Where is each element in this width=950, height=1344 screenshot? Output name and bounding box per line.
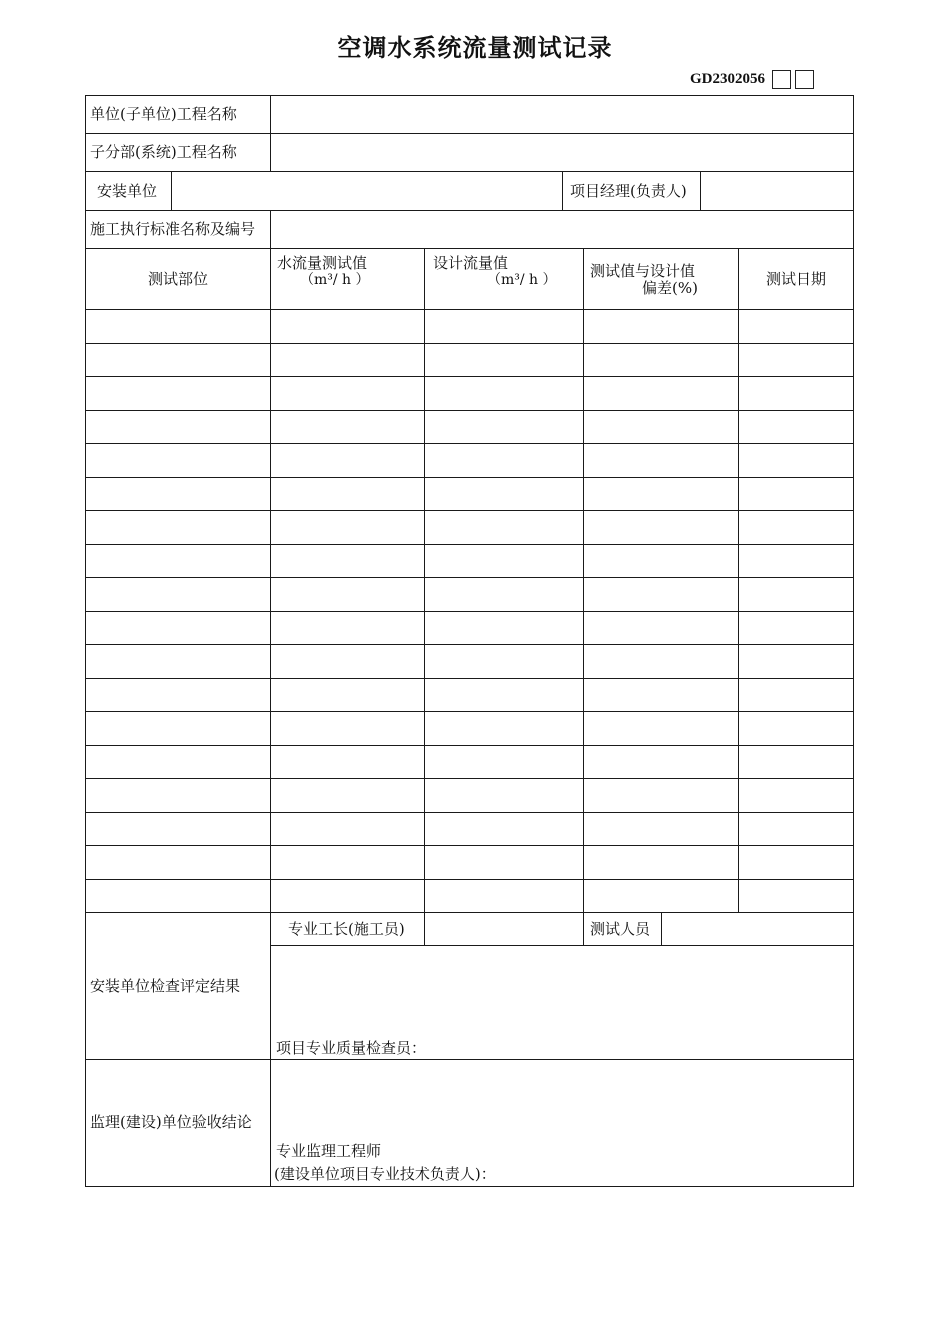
cell-date[interactable] <box>740 613 852 644</box>
v-line <box>270 912 271 1187</box>
header-measured: 水流量测试值 <box>277 254 368 272</box>
cell-date[interactable] <box>740 479 852 510</box>
supervision-engineer-note: (建设单位项目专业技术负责人)： <box>274 1165 496 1183</box>
cell-design[interactable] <box>426 747 582 778</box>
cell-location[interactable] <box>87 311 269 342</box>
cell-location[interactable] <box>87 512 269 543</box>
cell-deviation[interactable] <box>585 546 737 577</box>
h-line <box>85 1059 854 1060</box>
cell-location[interactable] <box>87 378 269 409</box>
cell-location[interactable] <box>87 814 269 845</box>
sub-division-label: 子分部(系统)工程名称 <box>90 143 237 161</box>
cell-measured[interactable] <box>272 579 423 610</box>
cell-deviation[interactable] <box>585 311 737 342</box>
cell-deviation[interactable] <box>585 479 737 510</box>
v-line <box>562 171 563 210</box>
cell-location[interactable] <box>87 780 269 811</box>
cell-location[interactable] <box>87 345 269 376</box>
cell-design[interactable] <box>426 479 582 510</box>
cell-design[interactable] <box>426 546 582 577</box>
cell-measured[interactable] <box>272 311 423 342</box>
cell-measured[interactable] <box>272 512 423 543</box>
cell-location[interactable] <box>87 579 269 610</box>
form-code: GD2302056 <box>690 70 765 87</box>
cell-design[interactable] <box>426 680 582 711</box>
header-deviation-unit: 偏差(%) <box>642 279 698 297</box>
cell-measured[interactable] <box>272 546 423 577</box>
cell-deviation[interactable] <box>585 412 737 443</box>
cell-deviation[interactable] <box>585 345 737 376</box>
cell-measured[interactable] <box>272 479 423 510</box>
cell-measured[interactable] <box>272 345 423 376</box>
cell-deviation[interactable] <box>585 847 737 878</box>
cell-measured[interactable] <box>272 613 423 644</box>
supervision-label: 监理(建设)单位验收结论 <box>90 1113 252 1131</box>
cell-measured[interactable] <box>272 445 423 476</box>
cell-deviation[interactable] <box>585 713 737 744</box>
form-code-area <box>690 68 814 90</box>
tester-label: 测试人员 <box>590 920 651 938</box>
cell-location[interactable] <box>87 747 269 778</box>
cell-design[interactable] <box>426 512 582 543</box>
cell-design[interactable] <box>426 378 582 409</box>
cell-design[interactable] <box>426 412 582 443</box>
install-unit-label: 安装单位 <box>97 182 158 200</box>
cell-date[interactable] <box>740 546 852 577</box>
supervision-engineer: 专业监理工程师 <box>276 1142 382 1160</box>
h-line <box>270 945 854 946</box>
cell-location[interactable] <box>87 646 269 677</box>
cell-location[interactable] <box>87 847 269 878</box>
cell-measured[interactable] <box>272 646 423 677</box>
cell-date[interactable] <box>740 311 852 342</box>
header-date: 测试日期 <box>765 270 826 288</box>
standard-field[interactable] <box>272 212 852 248</box>
cell-measured[interactable] <box>272 747 423 778</box>
cell-location[interactable] <box>87 613 269 644</box>
cell-date[interactable] <box>740 579 852 610</box>
cell-measured[interactable] <box>272 847 423 878</box>
cell-deviation[interactable] <box>585 512 737 543</box>
cell-deviation[interactable] <box>585 680 737 711</box>
cell-date[interactable] <box>740 747 852 778</box>
cell-measured[interactable] <box>272 814 423 845</box>
cell-measured[interactable] <box>272 780 423 811</box>
cell-design[interactable] <box>426 847 582 878</box>
code-box-1[interactable] <box>772 70 791 89</box>
cell-measured[interactable] <box>272 412 423 443</box>
cell-date[interactable] <box>740 412 852 443</box>
header-deviation: 测试值与设计值 <box>590 262 696 280</box>
cell-measured[interactable] <box>272 680 423 711</box>
cell-measured[interactable] <box>272 713 423 744</box>
cell-date[interactable] <box>740 814 852 845</box>
cell-design[interactable] <box>426 445 582 476</box>
cell-location[interactable] <box>87 713 269 744</box>
unit-project-label: 单位(子单位)工程名称 <box>90 105 237 123</box>
cell-date[interactable] <box>740 512 852 543</box>
cell-measured[interactable] <box>272 378 423 409</box>
cell-design[interactable] <box>426 814 582 845</box>
cell-date[interactable] <box>740 445 852 476</box>
header-measured-unit: （m³/ h ） <box>300 272 370 288</box>
cell-design[interactable] <box>426 579 582 610</box>
project-manager-label: 项目经理(负责人) <box>570 182 687 200</box>
cell-date[interactable] <box>740 680 852 711</box>
cell-location[interactable] <box>87 680 269 711</box>
cell-date[interactable] <box>740 780 852 811</box>
v-line <box>583 912 584 946</box>
cell-design[interactable] <box>426 646 582 677</box>
cell-deviation[interactable] <box>585 613 737 644</box>
cell-design[interactable] <box>426 613 582 644</box>
header-location: 测试部位 <box>147 270 208 288</box>
cell-design[interactable] <box>426 780 582 811</box>
foreman-label: 专业工长(施工员) <box>288 920 405 938</box>
cell-date[interactable] <box>740 847 852 878</box>
unit-project-field[interactable] <box>272 97 852 133</box>
cell-location[interactable] <box>87 881 269 912</box>
project-manager-field[interactable] <box>702 173 852 209</box>
cell-design[interactable] <box>426 881 582 912</box>
standard-label: 施工执行标准名称及编号 <box>90 220 256 238</box>
tester-field[interactable] <box>663 914 852 945</box>
cell-location[interactable] <box>87 479 269 510</box>
cell-date[interactable] <box>740 646 852 677</box>
header-design: 设计流量值 <box>433 254 509 272</box>
cell-location[interactable] <box>87 546 269 577</box>
cell-design[interactable] <box>426 311 582 342</box>
cell-design[interactable] <box>426 345 582 376</box>
header-design-unit: （m³/ h ） <box>487 272 557 288</box>
inspector-label: 项目专业质量检查员： <box>276 1039 427 1057</box>
cell-deviation[interactable] <box>585 747 737 778</box>
cell-deviation[interactable] <box>585 445 737 476</box>
cell-deviation[interactable] <box>585 814 737 845</box>
sub-division-field[interactable] <box>272 135 852 171</box>
cell-location[interactable] <box>87 445 269 476</box>
code-box-2[interactable] <box>795 70 814 89</box>
cell-design[interactable] <box>426 713 582 744</box>
cell-measured[interactable] <box>272 881 423 912</box>
cell-deviation[interactable] <box>585 881 737 912</box>
cell-deviation[interactable] <box>585 780 737 811</box>
cell-location[interactable] <box>87 412 269 443</box>
cell-date[interactable] <box>740 713 852 744</box>
check-label: 安装单位检查评定结果 <box>90 977 241 995</box>
cell-date[interactable] <box>740 345 852 376</box>
cell-deviation[interactable] <box>585 646 737 677</box>
foreman-field[interactable] <box>426 914 582 945</box>
cell-deviation[interactable] <box>585 378 737 409</box>
install-unit-field[interactable] <box>173 173 561 209</box>
cell-deviation[interactable] <box>585 579 737 610</box>
cell-date[interactable] <box>740 378 852 409</box>
cell-date[interactable] <box>740 881 852 912</box>
page-title: 空调水系统流量测试记录 <box>337 34 613 62</box>
